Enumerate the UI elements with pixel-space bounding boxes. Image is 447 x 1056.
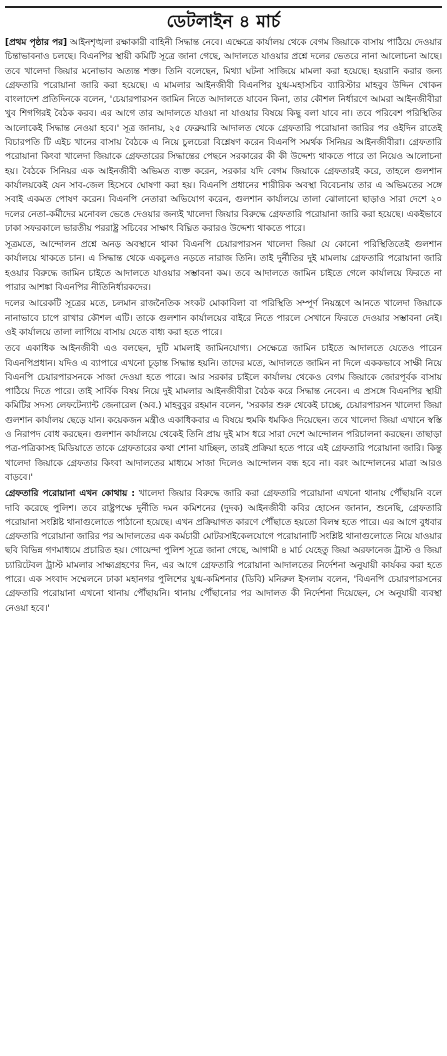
headline: ডেটলাইন ৪ মার্চ [166, 12, 281, 32]
paragraph-3 [5, 297, 442, 340]
paragraph-4 [5, 342, 442, 485]
top-rule [5, 6, 442, 8]
paragraph-text: দলের আরেকটি সূত্রের মতে, চলমান রাজনৈতিক সংকট মোকাবিলা বা পরিস্থিতি সম্পূর্ণ নিয়ন্ত্রণে আনতে খালেদা জিয়াকে নানাভাবে চাপে রাখার কৌশল এটি। তাকে গুলশান কার্যালয়ের বাইরে নিতে পারলে সেখানে ফিরতে দেওয়ার সম্ভাবনা নেই। ওই কার্যালয়ে তালা লাগিয়ে বাসায় যেতে বাধ্য করা হতে পারে। [5, 299, 442, 338]
article-body [5, 36, 442, 616]
subheading: গ্রেফতারি পরোয়ানা এখন কোথায় : [5, 489, 135, 500]
paragraph-2 [5, 238, 442, 295]
paragraph-text: আইনশৃঙ্খলা রক্ষাকারী বাহিনী সিদ্ধান্ত নেবে। এক্ষেত্রে কার্যালয় থেকে বেগম জিয়াকে বাসায় পাঠিয়ে দেওয়ার চিন্তাভাবনাও চলছে। বিএনপির স্থায়ী কমিটি সূত্রে জানা গেছে, আদালতে যাওয়ার প্রশ্নে দলের ভেতরে নানা আলোচনা আছে। তবে খালেদা জিয়ার মনোভাব অত্যন্ত শক্ত। তিনি বলেছেন, মিথ্যা ঘটনা সাজিয়ে মামলা করা হয়েছে। হয়রানি করার জন্য গ্রেফতারি পরোয়ানা জারি করা হয়েছে। এ মামলার আইনজীবী বিএনপির যুগ্ম-মহাসচিব ব্যারিস্টার মাহবুব উদ্দিন খোকন বাংলাদেশ প্রতিদিনকে বলেন, 'চেয়ারপারসন জামিন নিতে আদালতে যাবেন কিনা, তার কৌশল নির্ধারণে আমরা আইনজীবীরা খুব শিগগিরই বৈঠক করব। এর আগে তার আদালতে যাওয়া না যাওয়ার বিষয়ে কিছু বলা যাবে না। তবে পরিবেশ পরিস্থিতির আলোকেই সিদ্ধান্ত নেওয়া হবে।' সূত্র জানায়, ২৫ ফেব্রুয়ারি আদালত থেকে গ্রেফতারি পরোয়ানা জারির পর ওইদিন রাতেই বিচারপতি টি এইচ খানের বাসায় বৈঠকে এ নিয়ে চুলচেরা বিশ্লেষণ করেন বিএনপি সমর্থক সিনিয়র আইনজীবীরা। গ্রেফতারি পরোয়ানা কিংবা খালেদা জিয়াকে গ্রেফতারের সিদ্ধান্তের পেছনে সরকারের কী কী উদ্দেশ্য থাকতে পারে তা নিয়েও আলোচনা হয়। বৈঠকে সিনিয়র এক আইনজীবী অভিমত ব্যক্ত করেন, সরকার যদি বেগম জিয়াকে গ্রেফতারই করে, তাহলে গুলশান কার্যালয়কেই যেন সাব-জেল হিসেবে ঘোষণা করা হয়। বিএনপি প্রধানের শারীরিক অবস্থা বিবেচনায় তার এ অভিমতের সঙ্গে সবাই একমত পোষণ করেন। বিএনপি নেতারা অভিযোগ করেন, গুলশান কার্যালয়ে তালা ঝোলানো ছাড়াও সারা দেশে ২০ দলের নেতা-কর্মীদের মনোবল ভেঙে দেওয়ার জন্যই খালেদা জিয়ার বিরুদ্ধে গ্রেফতারি পরোয়ানা জারি করা হয়েছে। একইভাবে ঢাকা সফরকালে ভারতীয় পররাষ্ট্র সচিবের সাক্ষাৎ বিঘ্নিত করারও উদ্দেশ্য থাকতে পারে। [5, 38, 442, 234]
paragraph-text: খালেদা জিয়ার বিরুদ্ধে জারি করা গ্রেফতারি পরোয়ানা এখনো থানায় পৌঁছায়নি বলে দাবি করেছে পুলিশ। তবে রাষ্ট্রপক্ষে দুর্নীতি দমন কমিশনের (দুদক) আইনজীবী কবির হোসেন জানান, শুনেছি, গ্রেফতারি পরোয়ানা সংশ্লিষ্ট থানাগুলোতে পাঠানো হয়েছে। এখন প্রক্রিয়াগত কারণে পৌঁছাতে হয়তো বিলম্ব হতে পারে। এর আগে বুধবার গ্রেফতারি পরোয়ানা জারির পর আদালতের এক কর্মচারী মোটরসাইকেলযোগে পরোয়ানাটি সংশ্লিষ্ট থানাগুলোতে নিয়ে যাওয়ার ছবি বিভিন্ন গণমাধ্যমে প্রচারিত হয়। গোয়েন্দা পুলিশ সূত্রে জানা গেছে, আগামী ৪ মার্চ যেহেতু জিয়া অরফানেজ ট্রাস্ট ও জিয়া চ্যারিটেবল ট্রাস্ট মামলার সাক্ষ্যগ্রহণের দিন, এর আগে গ্রেফতারি পরোয়ানা আদালতের নির্দেশনা অনুযায়ী কার্যকর করা হতে পারে। এক সংবাদ সম্মেলনে ঢাকা মহানগর পুলিশের যুগ্ম-কমিশনার (ডিবি) মনিরুল ইসলাম বলেন, 'বিএনপি চেয়ারপারসনের গ্রেফতারি পরোয়ানা এখনো থানায় পৌঁছায়নি। থানায় পৌঁছানোর পর আদালত কী নির্দেশনা দিয়েছেন, সে অনুযায়ী ব্যবস্থা নেওয়া হবে।' [5, 489, 443, 614]
paragraph-text: সূত্রমতে, আন্দোলন প্রশ্নে অনড় অবস্থানে থাকা বিএনপি চেয়ারপারসন খালেদা জিয়া যে কোনো পরিস্থিতিতেই গুলশান কার্যালয়ে থাকতে চান। এ সিদ্ধান্ত থেকে একচুলও নড়তে নারাজ তিনি। তাই দুর্নীতির দুই মামলায় গ্রেফতারি পরোয়ানা জারি হওয়ার বিরুদ্ধে জামিন চাইতে আদালতে যাওয়ার সম্ভাবনা কম। তবে আদালতে জামিন চাইতে গেলে কার্যালয়ে ফিরতে না পারার আশঙ্কা বিএনপির নীতিনির্ধারকদের। [5, 240, 442, 294]
paragraph-text: তবে একাধিক আইনজীবী এও বলছেন, দুটি মামলাই জামিনযোগ্য। সেক্ষেত্রে জামিন চাইতে আদালতে যেতেও পারেন বিএনপিপ্রধান। যদিও এ ব্যাপারে এখনো চূড়ান্ত সিদ্ধান্ত হয়নি। তাদের মতে, আদালতে জামিন না দিলে এককভাবে সাক্ষী নিয়ে বিএনপি চেয়ারপারসনকে সাজা দেওয়া হতে পারে। আর সরকার চাইলে কার্যালয় থেকেও বেগম জিয়াকে জোরপূর্বক বাসায় পাঠিয়ে দিতে পারে। তাই সার্বিক বিষয় নিয়ে দুই মামলার আইনজীবীরা বৈঠক করে সিদ্ধান্ত নেবেন। এ প্রসঙ্গে বিএনপির স্থায়ী কমিটির সদস্য লেফটেন্যান্ট জেনারেল (অব.) মাহবুবুর রহমান বলেন, 'সরকার শুরু থেকেই চাচ্ছে, চেয়ারপারসন খালেদা জিয়া গুলশান কার্যালয় ছেড়ে যান। কয়েকজন মন্ত্রীও একাধিকবার এ বিষয়ে হুমকি ধমকিও দিয়েছেন। তবে খালেদা জিয়া এখানে স্বস্তি ও নিরাপদ বোধ করছেন। গুলশান কার্যালয়ে থেকেই তিনি প্রায় দুই মাস ধরে সারা দেশে আন্দোলন পরিচালনা করছেন। তাছাড়া পত্র-পত্রিকাসহ মিডিয়াতে তাকে গ্রেফতারের কথা শোনা যাচ্ছিল, তারই প্রক্রিয়া হতে পারে এই গ্রেফতারি পরোয়ানা জারি। কিন্তু খালেদা জিয়াকে গ্রেফতার কিংবা আদালতের মাধ্যমে সাজা দিলেও আন্দোলন বন্ধ হবে না। বরং আন্দোলনের মাত্রা আরও বাড়বে।' [5, 344, 442, 483]
paragraph-5 [5, 487, 442, 616]
paragraph-1 [5, 36, 442, 236]
continuation-marker: [প্রথম পৃষ্ঠার পর] [5, 38, 68, 48]
